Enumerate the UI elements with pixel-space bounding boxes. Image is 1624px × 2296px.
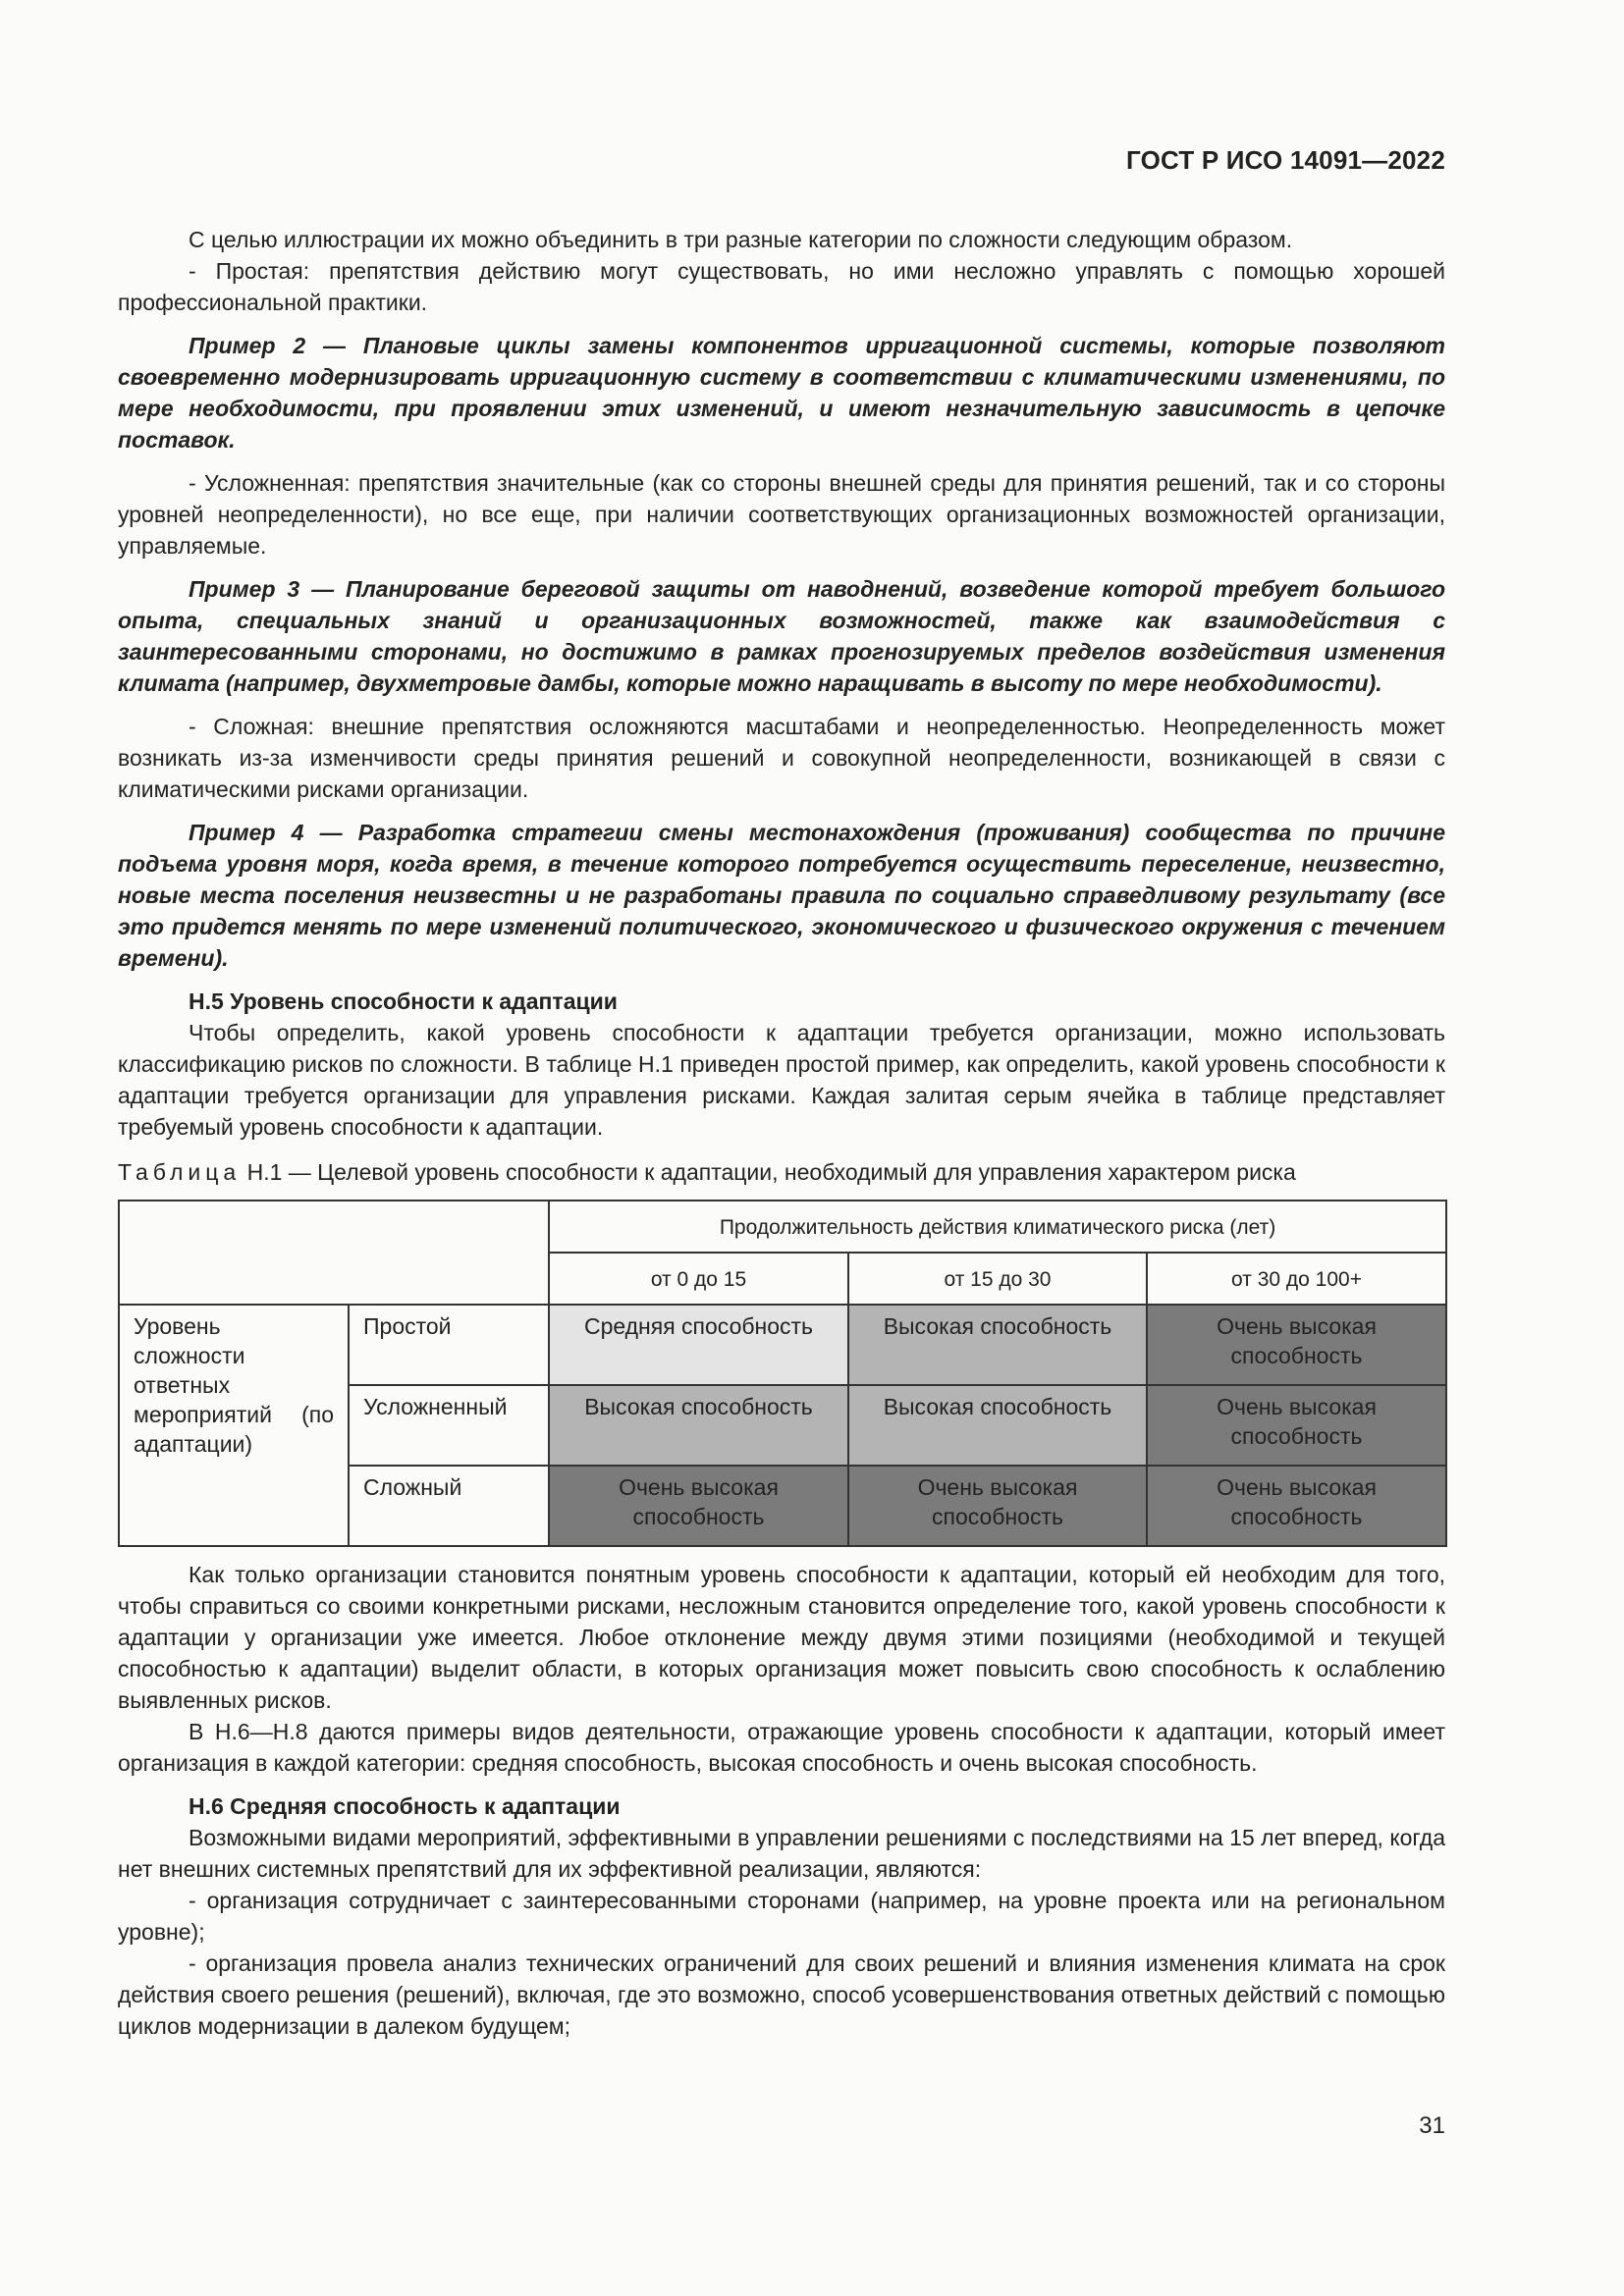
table-caption-word: Таблица	[118, 1159, 242, 1185]
section-heading-h6: Н.6 Средняя способность к адаптации	[189, 1793, 621, 1819]
document-header: ГОСТ Р ИСО 14091—2022	[1125, 145, 1445, 175]
paragraph: - Сложная: внешние препятствия осложняются масштабами и неопределенностью. Неопределенность может возникать из-за изменчивости среды принятия решений и совокупной неопределенности, возникающей в связи с климатическими рисками организации.	[118, 714, 1445, 802]
paragraph: - организация сотрудничает с заинтересованными сторонами (например, на уровне проекта или на региональном уровне);	[118, 1888, 1445, 1945]
paragraph: - Усложненная: препятствия значительные (как со стороны внешней среды для принятия решений, так и со стороны уровней неопределенности), но все еще, при наличии соответствующих организационных возможностей организации, управляемые.	[118, 470, 1445, 559]
page-number: 31	[1419, 2112, 1445, 2139]
row-label: Сложный	[349, 1466, 549, 1546]
column-header: от 30 до 100+	[1147, 1253, 1446, 1305]
example-3: Пример 3 — Планирование береговой защиты от наводнений, возведение которой требует большого опыта, специальных знаний и организационных возможностей, также как взаимодействия с заинтересованными сторонами, но достижимо в рамках прогнозируемых пределов воздействия изменения климата (например, двухметровые дамбы, которые можно наращивать в высоту по мере необходимости).	[118, 576, 1445, 696]
table-cell: Очень высокая способность	[1147, 1385, 1446, 1466]
table-caption-text: Н.1 — Целевой уровень способности к адаптации, необходимый для управления характером риска	[246, 1159, 1296, 1185]
table-cell: Очень высокая способность	[1147, 1466, 1446, 1546]
table-cell: Очень высокая способность	[549, 1466, 848, 1546]
column-header: от 0 до 15	[549, 1253, 848, 1305]
table-corner-cell	[119, 1201, 549, 1305]
example-2: Пример 2 — Плановые циклы замены компонентов ирригационной системы, которые позволяют своевременно модернизировать ирригационную систему в соответствии с климатическими изменениями, по мере необходимости, при проявлении этих изменений, и имеют незначительную зависимость в цепочке поставок.	[118, 333, 1445, 453]
row-label: Простой	[349, 1305, 549, 1385]
duration-header: Продолжительность действия климатического риска (лет)	[549, 1201, 1446, 1253]
paragraph: В Н.6—Н.8 даются примеры видов деятельности, отражающие уровень способности к адаптации, который имеет организация в каждой категории: средняя способность, высокая способность и очень высокая способность.	[118, 1719, 1445, 1776]
section-heading-h5: Н.5 Уровень способности к адаптации	[189, 988, 618, 1014]
table-cell: Очень высокая способность	[1147, 1305, 1446, 1385]
paragraph: - организация провела анализ технических ограничений для своих решений и влияния изменения климата на срок действия своего решения (решений), включая, где это возможно, способ усовершенствования ответных действий с помощью циклов модернизации в далеком будущем;	[118, 1950, 1445, 2039]
row-label: Усложненный	[349, 1385, 549, 1466]
paragraph: Как только организации становится понятным уровень способности к адаптации, который ей необходим для того, чтобы справиться со своими конкретными рисками, несложным становится определение того, какой уровень способности к адаптации у организации уже имеется. Любое отклонение между двумя этими позициями (необходимой и текущей способностью к адаптации) выделит области, в которых организация может повысить свою способность к ослаблению выявленных рисков.	[118, 1562, 1445, 1713]
table-caption	[118, 1156, 1445, 1188]
page-content	[118, 224, 1445, 2042]
paragraph: С целью иллюстрации их можно объединить в три разные категории по сложности следующим образом.	[189, 227, 1293, 252]
row-group-label: Уровень сложности ответных мероприятий (по адаптации)	[119, 1305, 349, 1546]
table-cell: Высокая способность	[848, 1385, 1147, 1466]
paragraph: - Простая: препятствия действию могут существовать, но ими несложно управлять с помощью хорошей профессиональной практики.	[118, 258, 1445, 315]
adaptation-table	[118, 1200, 1447, 1547]
table-cell: Средняя способность	[549, 1305, 848, 1385]
column-header: от 15 до 30	[848, 1253, 1147, 1305]
example-4: Пример 4 — Разработка стратегии смены местонахождения (проживания) сообщества по причине подъема уровня моря, когда время, в течение которого потребуется осуществить переселение, неизвестно, новые места поселения неизвестны и не разработаны правила по социально справедливому результату (все это придется менять по мере изменений политического, экономического и физического окружения с течением времени).	[118, 820, 1445, 971]
paragraph: Чтобы определить, какой уровень способности к адаптации требуется организации, можно использовать классификацию рисков по сложности. В таблице Н.1 приведен простой пример, как определить, какой уровень способности к адаптации требуется организации для управления рисками. Каждая залитая серым ячейка в таблице представляет требуемый уровень способности к адаптации.	[118, 1020, 1445, 1140]
paragraph: Возможными видами мероприятий, эффективными в управлении решениями с последствиями на 15 лет вперед, когда нет внешних системных препятствий для их эффективной реализации, являются:	[118, 1825, 1445, 1882]
table-cell: Очень высокая способность	[848, 1466, 1147, 1546]
table-cell: Высокая способность	[848, 1305, 1147, 1385]
table-cell: Высокая способность	[549, 1385, 848, 1466]
